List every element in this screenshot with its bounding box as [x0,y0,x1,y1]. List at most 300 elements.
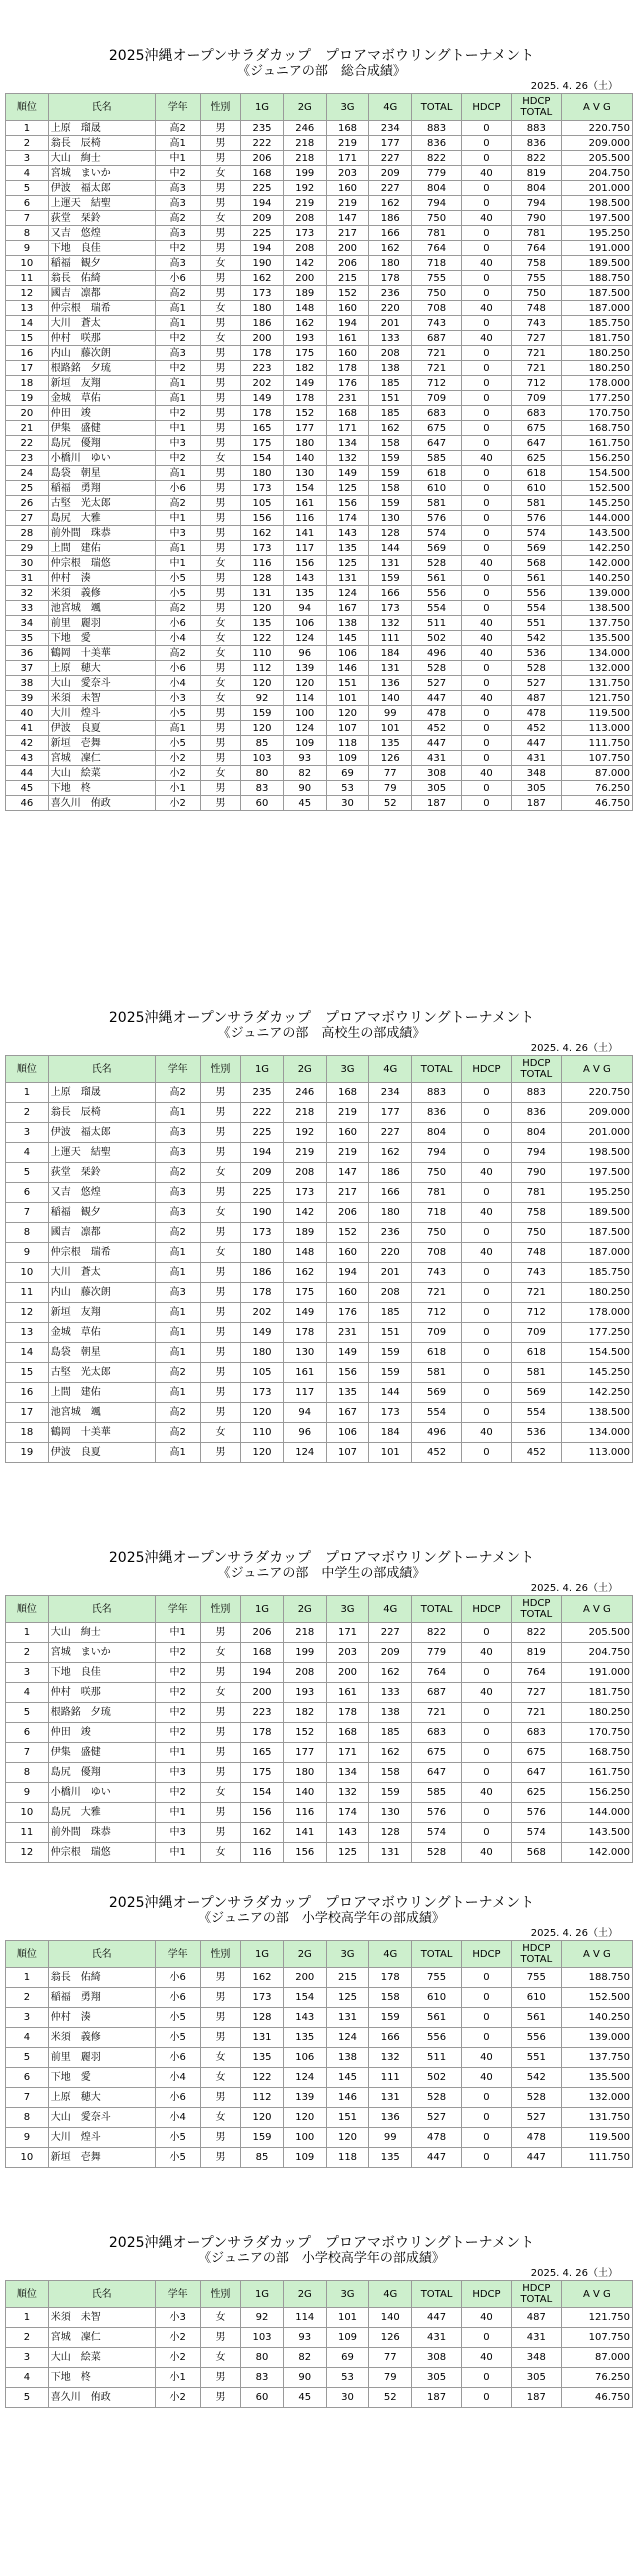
cell-grade: 中2 [155,166,200,181]
cell-g3: 132 [326,451,369,466]
cell-g1: 194 [241,1143,284,1163]
cell-grade: 小1 [155,2368,200,2388]
cell-rank: 3 [6,1663,49,1683]
cell-gender: 男 [200,421,240,436]
table-row [6,1403,633,1423]
cell-g2: 156 [283,556,326,571]
cell-total: 718 [412,256,462,271]
cell-g4: 151 [369,391,412,406]
cell-grade: 小4 [155,631,200,646]
cell-g1: 180 [241,1343,284,1363]
column-header-g1: 1G [241,1596,284,1623]
cell-g3: 53 [326,781,369,796]
cell-g3: 53 [326,2368,369,2388]
cell-avg: 135.500 [561,631,632,646]
cell-g1: 156 [241,1803,284,1823]
cell-hdcp: 0 [462,361,512,376]
cell-hdcp: 40 [462,451,512,466]
column-header-gender: 性別 [200,1056,240,1083]
cell-g4: 159 [369,571,412,586]
cell-g3: 231 [326,391,369,406]
cell-gender: 男 [200,346,240,361]
cell-g1: 175 [241,436,284,451]
cell-grade: 高1 [155,1263,200,1283]
cell-rank: 6 [6,1183,49,1203]
cell-g4: 77 [369,2348,412,2368]
cell-g1: 116 [241,1843,284,1863]
cell-hdcp-total: 683 [511,406,561,421]
cell-grade: 小5 [155,586,200,601]
cell-g2: 139 [283,661,326,676]
table-row [6,406,633,421]
cell-g1: 154 [241,451,284,466]
cell-name: 鶴岡 十美華 [48,646,155,661]
cell-rank: 41 [6,721,49,736]
cell-hdcp-total: 187 [511,796,561,811]
cell-name: 上間 建佑 [48,541,155,556]
cell-g1: 128 [241,2008,284,2028]
cell-rank: 19 [6,1443,49,1463]
cell-avg: 170.750 [561,406,632,421]
cell-avg: 189.500 [561,256,632,271]
cell-name: 又吉 悠煌 [48,1183,155,1203]
table-row [6,1443,633,1463]
table-row [6,2348,633,2368]
cell-g3: 160 [326,181,369,196]
cell-g1: 120 [241,601,284,616]
cell-g2: 208 [283,1663,326,1683]
table-row [6,646,633,661]
cell-rank: 23 [6,451,49,466]
cell-gender: 男 [200,511,240,526]
cell-g2: 94 [283,601,326,616]
cell-hdcp: 0 [462,316,512,331]
cell-name: 稲福 勇翔 [48,1988,155,2008]
cell-g4: 140 [369,2308,412,2328]
cell-g3: 178 [326,1703,369,1723]
table-row [6,766,633,781]
cell-grade: 高1 [155,1103,200,1123]
cell-name: 米須 義修 [48,2028,155,2048]
table-row [6,691,633,706]
cell-grade: 小5 [155,571,200,586]
cell-g4: 209 [369,1643,412,1663]
cell-g2: 208 [283,1163,326,1183]
cell-hdcp: 0 [462,1663,512,1683]
cell-grade: 中2 [155,406,200,421]
cell-g4: 177 [369,1103,412,1123]
cell-g3: 200 [326,241,369,256]
cell-grade: 高1 [155,1243,200,1263]
cell-rank: 27 [6,511,49,526]
cell-name: 大山 絢士 [48,1623,155,1643]
cell-g3: 215 [326,1968,369,1988]
cell-grade: 中1 [155,556,200,571]
cell-grade: 中1 [155,1623,200,1643]
cell-name: 國吉 凛都 [48,286,155,301]
cell-g2: 116 [283,1803,326,1823]
table-row [6,1223,633,1243]
cell-total: 687 [412,331,462,346]
division-subtitle: 《ジュニアの部 中学生の部成績》 [217,1566,426,1581]
cell-g2: 173 [283,226,326,241]
cell-grade: 小3 [155,2308,200,2328]
cell-hdcp: 0 [462,526,512,541]
cell-g1: 159 [241,2128,284,2148]
cell-rank: 2 [6,2328,49,2348]
cell-gender: 男 [200,661,240,676]
cell-total: 610 [412,481,462,496]
cell-total: 836 [412,1103,462,1123]
cell-total: 712 [412,1303,462,1323]
cell-total: 709 [412,391,462,406]
cell-g2: 149 [283,376,326,391]
cell-total: 718 [412,1203,462,1223]
cell-name: 下地 愛 [48,631,155,646]
table-row [6,436,633,451]
cell-rank: 15 [6,1363,49,1383]
cell-hdcp: 0 [462,1183,512,1203]
column-header-rank: 順位 [6,2281,49,2308]
cell-rank: 40 [6,706,49,721]
cell-gender: 男 [200,136,240,151]
table-row [6,1623,633,1643]
cell-g4: 162 [369,1663,412,1683]
cell-total: 721 [412,1283,462,1303]
cell-hdcp: 0 [462,1103,512,1123]
cell-avg: 140.250 [561,571,632,586]
table-row [6,661,633,676]
column-header-avg: A V G [561,1596,632,1623]
cell-hdcp-total: 764 [511,241,561,256]
cell-avg: 145.250 [561,1363,632,1383]
cell-g3: 203 [326,166,369,181]
cell-name: 上運天 結聖 [48,196,155,211]
table-row [6,241,633,256]
cell-gender: 男 [200,406,240,421]
cell-g2: 175 [283,1283,326,1303]
cell-hdcp-total: 647 [511,1763,561,1783]
cell-hdcp-total: 348 [511,766,561,781]
cell-name: 國吉 凛都 [48,1223,155,1243]
cell-avg: 180.250 [561,1703,632,1723]
cell-rank: 12 [6,1303,49,1323]
cell-hdcp: 0 [462,1763,512,1783]
cell-g4: 128 [369,526,412,541]
cell-g3: 125 [326,481,369,496]
cell-g4: 128 [369,1823,412,1843]
table-row [6,1663,633,1683]
cell-gender: 女 [200,1203,240,1223]
cell-hdcp: 0 [462,1803,512,1823]
table-row [6,181,633,196]
cell-g3: 167 [326,1403,369,1423]
cell-avg: 181.750 [561,331,632,346]
cell-grade: 中2 [155,241,200,256]
cell-gender: 男 [200,736,240,751]
division-subtitle: 《ジュニアの部 小学校高学年の部成績》 [198,1911,445,1926]
column-header-rank: 順位 [6,1941,49,1968]
cell-g2: 152 [283,406,326,421]
table-row [6,1803,633,1823]
cell-hdcp: 0 [462,2368,512,2388]
cell-avg: 107.750 [561,2328,632,2348]
cell-grade: 中2 [155,451,200,466]
table-row [6,1843,633,1863]
cell-name: 宮城 凜仁 [48,751,155,766]
cell-hdcp-total: 574 [511,1823,561,1843]
table-header-row [6,94,633,121]
cell-g1: 83 [241,781,284,796]
cell-g2: 149 [283,1303,326,1323]
cell-hdcp: 0 [462,196,512,211]
cell-total: 305 [412,2368,462,2388]
column-header-g2: 2G [283,94,326,121]
cell-hdcp: 0 [462,1143,512,1163]
cell-gender: 女 [200,766,240,781]
cell-hdcp-total: 569 [511,541,561,556]
cell-hdcp: 40 [462,211,512,226]
cell-rank: 1 [6,1968,49,1988]
table-row [6,1163,633,1183]
cell-name: 新垣 壱舞 [48,2148,155,2168]
cell-grade: 高3 [155,196,200,211]
cell-g3: 131 [326,571,369,586]
cell-g4: 126 [369,2328,412,2348]
cell-hdcp-total: 536 [511,1423,561,1443]
cell-grade: 高1 [155,376,200,391]
cell-hdcp: 0 [462,1723,512,1743]
column-header-hdcp: HDCP [462,1056,512,1083]
cell-rank: 7 [6,1743,49,1763]
column-header-rank: 順位 [6,1596,49,1623]
table-row [6,556,633,571]
cell-g2: 189 [283,286,326,301]
cell-g2: 156 [283,1843,326,1863]
cell-g1: 80 [241,2348,284,2368]
cell-g4: 135 [369,2148,412,2168]
cell-gender: 男 [200,706,240,721]
column-header-g1: 1G [241,94,284,121]
table-row [6,2108,633,2128]
cell-g1: 202 [241,376,284,391]
cell-avg: 131.750 [561,2108,632,2128]
cell-name: 小橋川 ゆい [48,1783,155,1803]
cell-hdcp: 0 [462,286,512,301]
cell-rank: 8 [6,1223,49,1243]
cell-hdcp-total: 431 [511,751,561,766]
cell-hdcp-total: 794 [511,1143,561,1163]
cell-g1: 154 [241,1783,284,1803]
cell-name: 上原 穂大 [48,661,155,676]
cell-gender: 女 [200,1783,240,1803]
cell-grade: 小3 [155,691,200,706]
cell-hdcp: 40 [462,646,512,661]
cell-rank: 5 [6,181,49,196]
cell-hdcp: 0 [462,136,512,151]
cell-hdcp-total: 568 [511,1843,561,1863]
cell-hdcp: 0 [462,271,512,286]
cell-hdcp-total: 554 [511,1403,561,1423]
cell-hdcp-total: 683 [511,1723,561,1743]
cell-rank: 17 [6,361,49,376]
cell-hdcp-total: 561 [511,571,561,586]
results-table [5,1940,633,2168]
cell-total: 496 [412,646,462,661]
cell-avg: 156.250 [561,451,632,466]
cell-avg: 187.000 [561,1243,632,1263]
cell-gender: 女 [200,331,240,346]
cell-grade: 小6 [155,1968,200,1988]
cell-grade: 高2 [155,1223,200,1243]
cell-grade: 中2 [155,331,200,346]
cell-hdcp-total: 487 [511,691,561,706]
cell-gender: 女 [200,256,240,271]
table-row [6,571,633,586]
cell-g3: 138 [326,616,369,631]
cell-name: 前里 麗羽 [48,616,155,631]
cell-g2: 100 [283,2128,326,2148]
cell-name: 島尻 大雅 [48,511,155,526]
cell-g2: 124 [283,2068,326,2088]
cell-total: 496 [412,1423,462,1443]
column-header-hdcp-total: HDCP TOTAL [511,1056,561,1083]
cell-g4: 159 [369,2008,412,2028]
cell-hdcp-total: 721 [511,361,561,376]
cell-g2: 135 [283,2028,326,2048]
table-row [6,751,633,766]
cell-total: 478 [412,706,462,721]
cell-hdcp-total: 790 [511,211,561,226]
cell-g4: 166 [369,2028,412,2048]
cell-g1: 168 [241,166,284,181]
cell-hdcp: 40 [462,2068,512,2088]
cell-rank: 11 [6,1283,49,1303]
tournament-title: 2025沖縄オープンサラダカップ プロアマボウリングトーナメント [108,1895,535,1911]
cell-total: 502 [412,631,462,646]
cell-total: 585 [412,451,462,466]
cell-name: 稲福 勇翔 [48,481,155,496]
cell-g4: 236 [369,1223,412,1243]
cell-avg: 187.500 [561,286,632,301]
cell-g1: 120 [241,1443,284,1463]
cell-grade: 小2 [155,796,200,811]
cell-gender: 男 [200,376,240,391]
table-row [6,1243,633,1263]
cell-avg: 134.000 [561,646,632,661]
column-header-g3: 3G [326,94,369,121]
cell-gender: 男 [200,781,240,796]
cell-g3: 106 [326,646,369,661]
cell-hdcp: 0 [462,2128,512,2148]
cell-name: 米須 義修 [48,586,155,601]
cell-hdcp-total: 576 [511,1803,561,1823]
cell-gender: 女 [200,2308,240,2328]
cell-gender: 男 [200,181,240,196]
cell-g2: 45 [283,796,326,811]
cell-total: 618 [412,466,462,481]
column-header-total: TOTAL [412,2281,462,2308]
cell-hdcp-total: 625 [511,1783,561,1803]
cell-hdcp: 40 [462,301,512,316]
cell-hdcp-total: 836 [511,136,561,151]
column-header-g2: 2G [283,1596,326,1623]
cell-hdcp: 0 [462,751,512,766]
cell-gender: 女 [200,691,240,706]
cell-g2: 246 [283,121,326,136]
cell-grade: 中1 [155,511,200,526]
cell-rank: 16 [6,1383,49,1403]
cell-hdcp: 0 [462,481,512,496]
event-date: 2025. 4. 26（土） [530,81,618,92]
cell-hdcp: 0 [462,1363,512,1383]
cell-total: 187 [412,2388,462,2408]
cell-name: 仲宗根 瑞悠 [48,556,155,571]
table-row [6,706,633,721]
cell-gender: 男 [200,2148,240,2168]
cell-gender: 男 [200,1143,240,1163]
cell-name: 金城 草佑 [48,1323,155,1343]
cell-total: 528 [412,661,462,676]
column-header-name: 氏名 [48,1056,155,1083]
cell-g4: 131 [369,556,412,571]
cell-g4: 99 [369,706,412,721]
cell-g1: 162 [241,1823,284,1843]
cell-g4: 185 [369,376,412,391]
column-header-gender: 性別 [200,1596,240,1623]
cell-g4: 138 [369,361,412,376]
event-date: 2025. 4. 26（土） [530,1583,618,1594]
cell-g1: 159 [241,706,284,721]
cell-avg: 138.500 [561,601,632,616]
column-header-hdcp: HDCP [462,1596,512,1623]
cell-gender: 男 [200,2028,240,2048]
cell-avg: 139.000 [561,586,632,601]
cell-grade: 高3 [155,226,200,241]
cell-hdcp-total: 804 [511,181,561,196]
cell-g1: 92 [241,2308,284,2328]
cell-hdcp: 0 [462,781,512,796]
cell-gender: 男 [200,316,240,331]
cell-avg: 205.500 [561,1623,632,1643]
cell-gender: 男 [200,436,240,451]
cell-gender: 女 [200,1243,240,1263]
cell-g3: 120 [326,706,369,721]
cell-grade: 小4 [155,676,200,691]
cell-grade: 小4 [155,2068,200,2088]
cell-total: 675 [412,421,462,436]
cell-hdcp-total: 478 [511,2128,561,2148]
cell-grade: 中3 [155,436,200,451]
cell-grade: 中2 [155,1663,200,1683]
cell-name: 宮城 まいか [48,1643,155,1663]
cell-gender: 女 [200,1643,240,1663]
cell-rank: 39 [6,691,49,706]
cell-g2: 218 [283,1103,326,1123]
cell-gender: 男 [200,286,240,301]
cell-g2: 143 [283,571,326,586]
cell-g1: 105 [241,1363,284,1383]
cell-g1: 85 [241,2148,284,2168]
cell-g3: 118 [326,736,369,751]
cell-hdcp: 0 [462,391,512,406]
cell-gender: 男 [200,1283,240,1303]
cell-g3: 194 [326,1263,369,1283]
cell-g4: 138 [369,1703,412,1723]
cell-grade: 中1 [155,151,200,166]
cell-avg: 46.750 [561,796,632,811]
cell-g1: 120 [241,721,284,736]
